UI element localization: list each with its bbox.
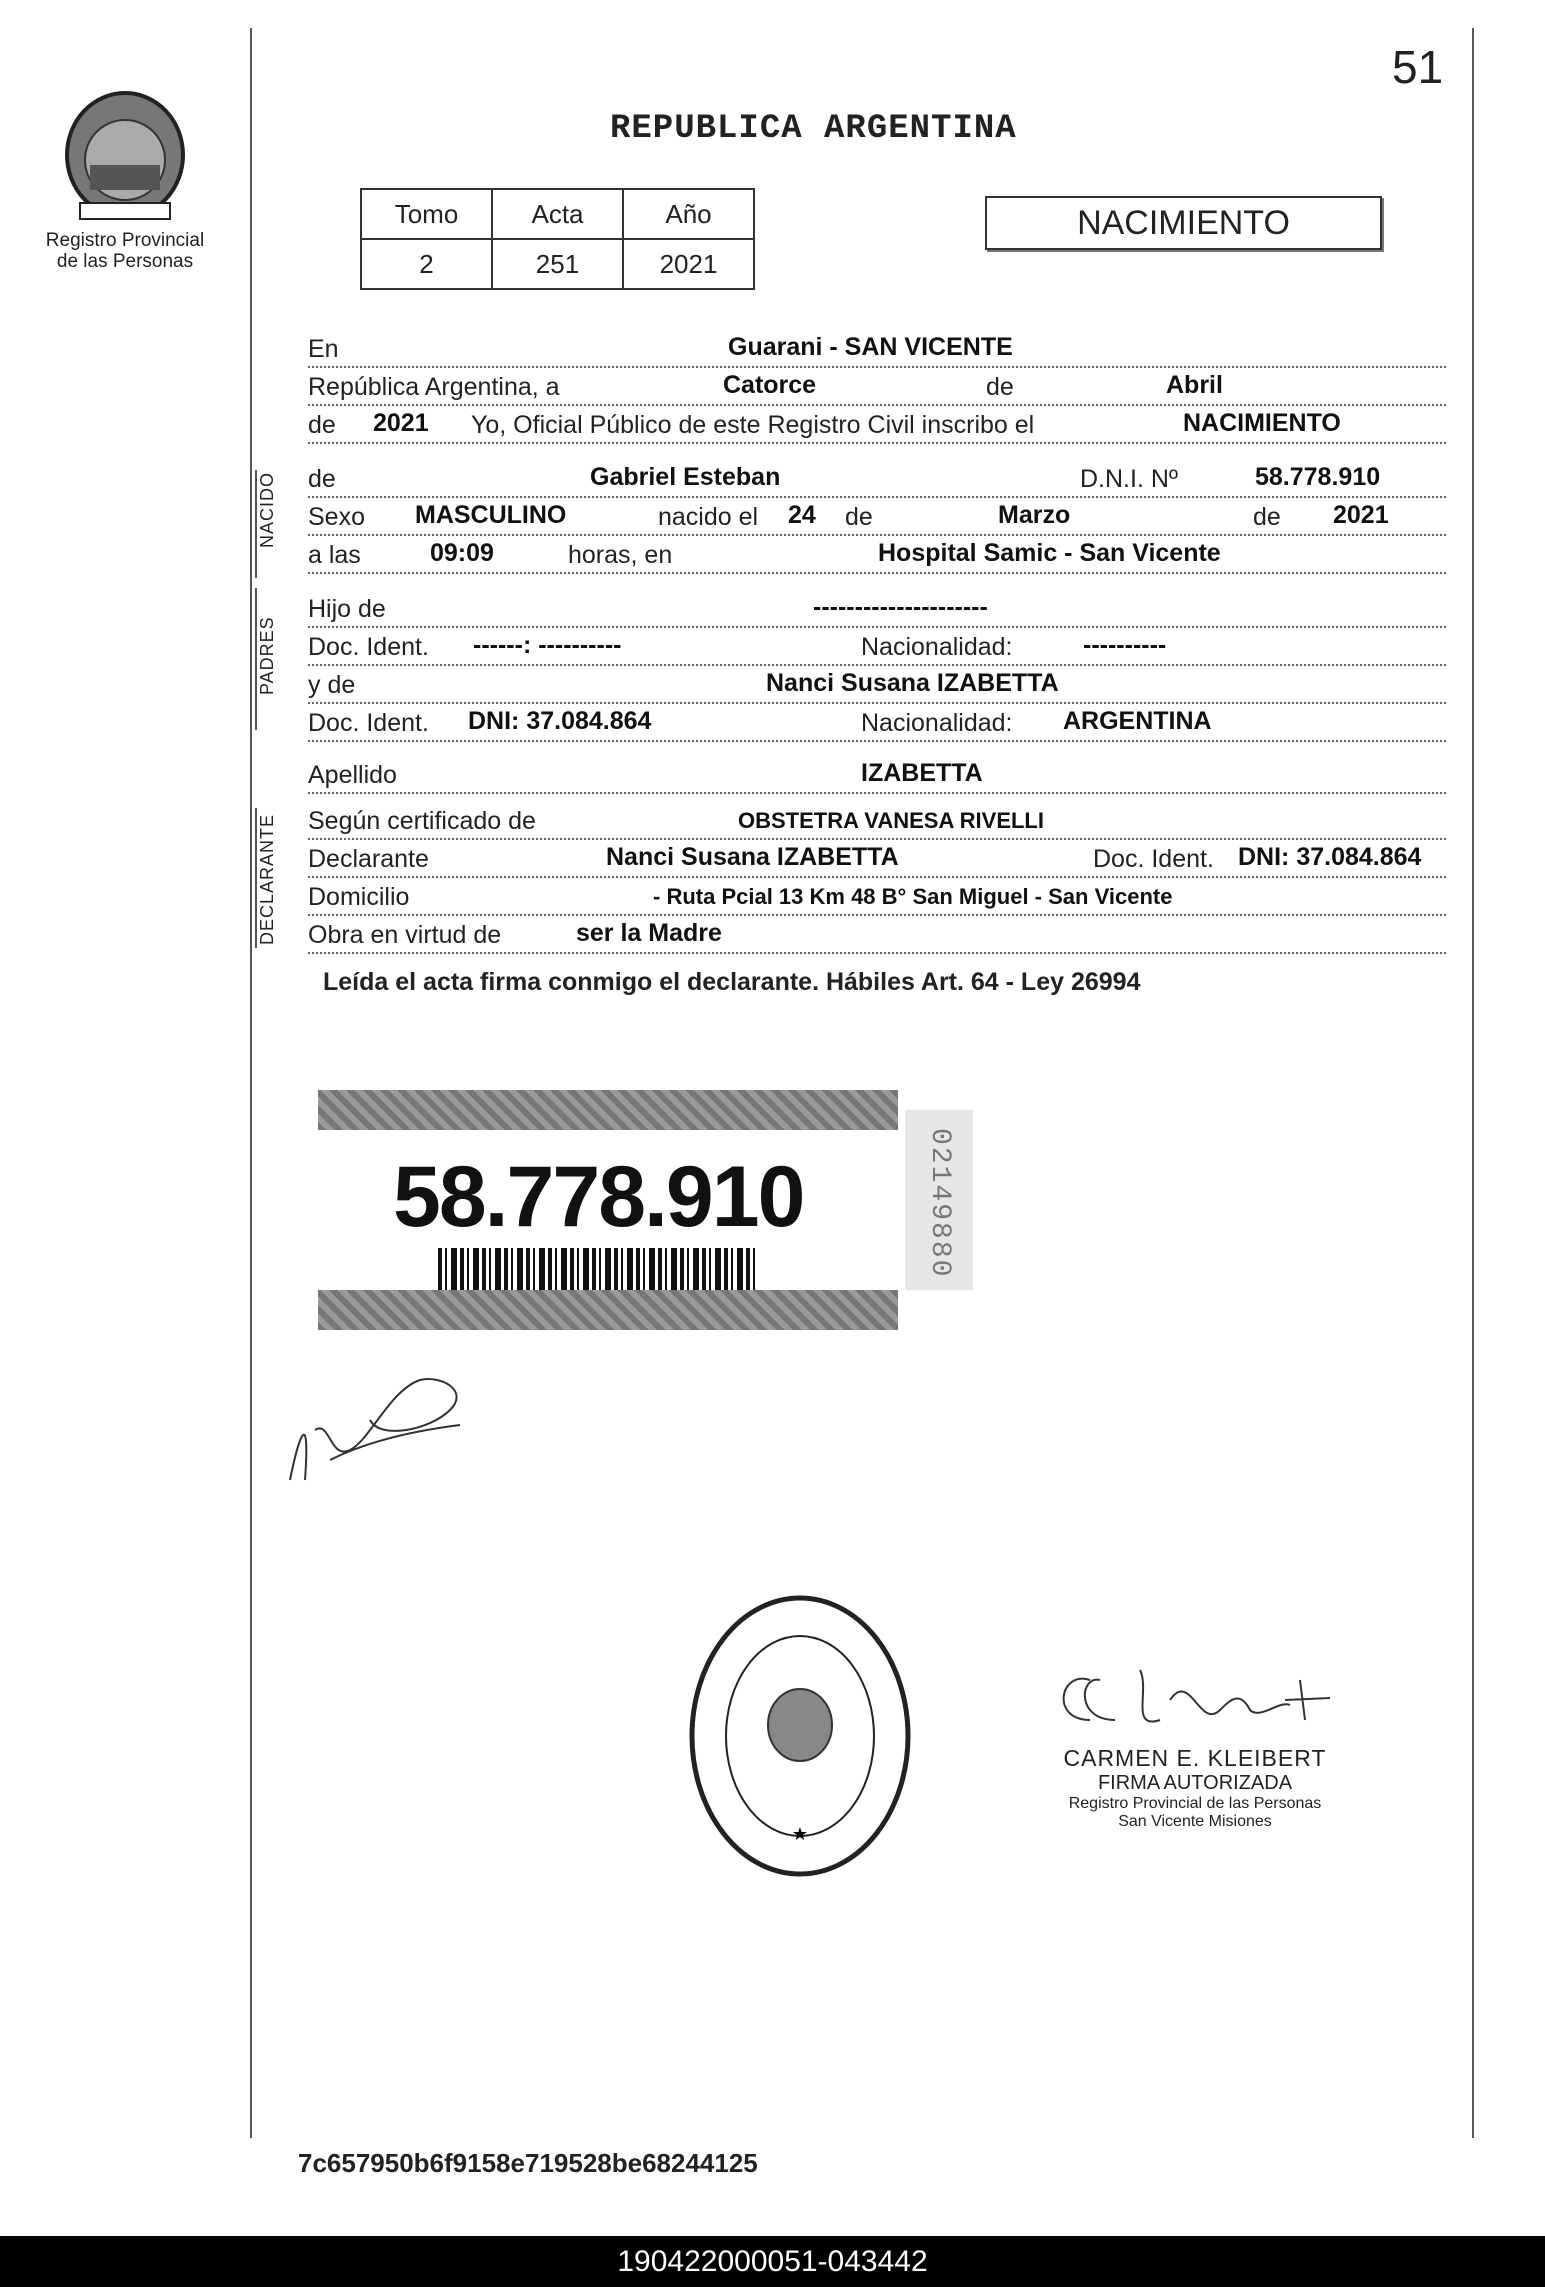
value-nacionalidad-2: ARGENTINA <box>1063 707 1212 735</box>
sticker-side-code-text: 02149880 <box>924 1128 955 1279</box>
label-apellido: Apellido <box>308 761 397 789</box>
label-segun: Según certificado de <box>308 807 536 835</box>
read-statement: Leída el acta firma conmigo el declarante. Hábiles Art. 64 - Ley 26994 <box>323 968 1141 996</box>
signatory-place: San Vicente Misiones <box>1118 1813 1272 1830</box>
line-name <box>308 460 1446 498</box>
line-domicilio <box>308 878 1446 916</box>
value-birth-month: Marzo <box>998 501 1071 529</box>
sticker-top-band <box>318 1090 898 1130</box>
label-domicilio: Domicilio <box>308 883 410 911</box>
line-apellido <box>308 756 1446 794</box>
label-de-year2: de <box>1253 503 1281 531</box>
label-nacionalidad-2: Nacionalidad: <box>861 709 1013 737</box>
ref-header-anio: Año <box>623 189 754 239</box>
line-sexo <box>308 498 1446 536</box>
signatory-role: FIRMA AUTORIZADA <box>1097 1772 1293 1794</box>
value-inscribo: NACIMIENTO <box>1183 409 1341 437</box>
registry-logo <box>30 85 220 272</box>
side-label-declarante: DECLARANTE <box>257 813 277 945</box>
line-time-place <box>308 536 1446 574</box>
label-hijo-de: Hijo de <box>308 595 386 623</box>
label-y-de: y de <box>308 671 356 699</box>
value-apellido: IZABETTA <box>861 759 983 787</box>
label-nacido-el: nacido el <box>658 503 759 531</box>
record-type-box: NACIMIENTO <box>985 196 1382 250</box>
left-margin-line <box>250 28 252 2138</box>
label-a-las: a las <box>308 541 361 569</box>
line-declarante <box>308 840 1446 878</box>
dni-barcode-sticker <box>318 1090 898 1330</box>
sticker-bottom-band <box>318 1290 898 1330</box>
line-doc2 <box>308 704 1446 742</box>
label-yo-text: Yo, Oficial Público de este Registro Civil inscribo el <box>471 411 1035 439</box>
footer-code: 190422000051-043442 <box>0 2236 1545 2287</box>
value-sexo: MASCULINO <box>415 501 567 529</box>
value-month: Abril <box>1166 371 1223 399</box>
label-de-year: de <box>308 411 336 439</box>
value-name: Gabriel Esteban <box>590 463 781 491</box>
logo-label-line1: Registro Provincial <box>45 230 205 251</box>
value-day-words: Catorce <box>723 371 817 399</box>
line-en <box>308 330 1446 368</box>
side-label-padres: PADRES <box>257 616 277 695</box>
reference-table <box>360 188 755 290</box>
ref-value-tomo: 2 <box>361 239 492 289</box>
label-doc-ident-2: Doc. Ident. <box>308 709 429 737</box>
value-declarante: Nanci Susana IZABETTA <box>606 843 899 871</box>
line-mother <box>308 666 1446 704</box>
value-birth-day: 24 <box>788 501 816 529</box>
value-father: --------------------- <box>813 593 988 621</box>
label-nacionalidad-1: Nacionalidad: <box>861 633 1013 661</box>
value-mother: Nanci Susana IZABETTA <box>766 669 1059 697</box>
line-doc1 <box>308 628 1446 666</box>
sticker-side-code <box>905 1110 973 1290</box>
document-title: REPUBLICA ARGENTINA <box>610 110 1017 148</box>
value-nacionalidad-1: ---------- <box>1083 631 1167 659</box>
value-obra: ser la Madre <box>576 919 722 947</box>
line-inscribo <box>308 406 1446 444</box>
barcode-icon <box>438 1248 758 1296</box>
ref-header-tomo: Tomo <box>361 189 492 239</box>
label-doc-ident-decl: Doc. Ident. <box>1093 845 1214 873</box>
side-label-nacido: NACIDO <box>257 471 277 548</box>
value-doc-ident-1: ------: ---------- <box>473 631 622 659</box>
line-segun <box>308 802 1446 840</box>
line-republica <box>308 368 1446 406</box>
label-dni: D.N.I. Nº <box>1080 465 1179 493</box>
label-republica: República Argentina, a <box>308 373 560 401</box>
document-hash: 7c657950b6f9158e719528be68244125 <box>298 2148 758 2178</box>
value-domicilio: - Ruta Pcial 13 Km 48 B° San Miguel - San Vicente <box>653 884 1173 909</box>
declarant-signature-icon <box>270 1350 490 1500</box>
value-location: Guarani - SAN VICENTE <box>728 333 1013 361</box>
label-declarante: Declarante <box>308 845 429 873</box>
label-sexo: Sexo <box>308 503 365 531</box>
sticker-dni-number: 58.778.910 <box>393 1149 804 1245</box>
value-dni: 58.778.910 <box>1255 463 1381 491</box>
svg-text:★: ★ <box>791 1824 809 1844</box>
signatory-block <box>1030 1650 1360 1831</box>
provincia-misiones-emblem <box>60 85 190 225</box>
value-segun: OBSTETRA VANESA RIVELLI <box>738 808 1044 833</box>
ref-value-anio: 2021 <box>623 239 754 289</box>
label-doc-ident-1: Doc. Ident. <box>308 633 429 661</box>
value-birth-time: 09:09 <box>430 539 494 567</box>
page-number: 51 <box>1392 41 1444 93</box>
ref-value-acta: 251 <box>492 239 623 289</box>
value-birth-place: Hospital Samic - San Vicente <box>878 539 1221 567</box>
official-seal <box>686 1590 914 1882</box>
value-doc-ident-decl: DNI: 37.084.864 <box>1238 843 1422 871</box>
label-en: En <box>308 335 339 363</box>
logo-label-line2: de las Personas <box>56 251 194 272</box>
signatory-name: CARMEN E. KLEIBERT <box>1063 1745 1327 1771</box>
label-de-month: de <box>845 503 873 531</box>
label-horas-en: horas, en <box>568 541 673 569</box>
line-hijo <box>308 590 1446 628</box>
value-birth-year: 2021 <box>1333 501 1389 529</box>
ref-header-acta: Acta <box>492 189 623 239</box>
official-signature-icon <box>1030 1650 1360 1740</box>
label-de: de <box>986 373 1014 401</box>
line-obra <box>308 916 1446 954</box>
label-de-name: de <box>308 465 336 493</box>
value-year: 2021 <box>373 409 429 437</box>
right-margin-line <box>1472 28 1474 2138</box>
label-obra: Obra en virtud de <box>308 921 502 949</box>
value-doc-ident-2: DNI: 37.084.864 <box>468 707 652 735</box>
signatory-org: Registro Provincial de las Personas <box>1068 1795 1322 1812</box>
